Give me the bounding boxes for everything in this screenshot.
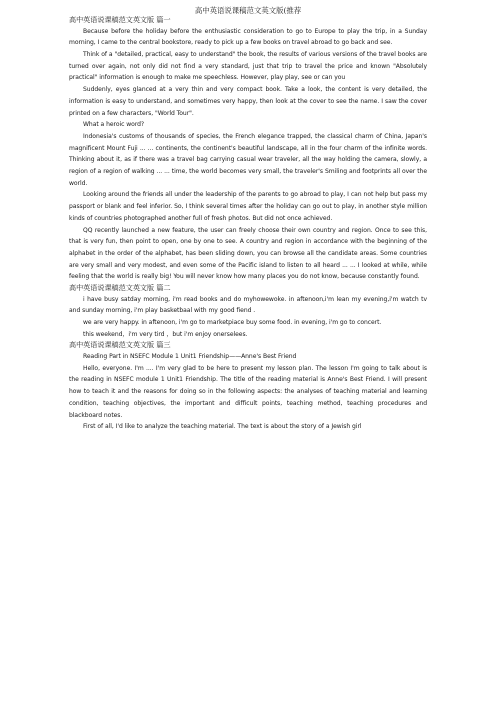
paragraph: Indonesia's customs of thousands of species, the French elegance trapped, the classical charm of China, Japan's magnificent Mount Fuji ... ... continents, the continent's beautiful landscape, all in the four charm of the infinite words. Thinking about it, as if there was a travel bag carrying casual wear traveler, all the way holding the camera, slowly, a region of a region of walking ... ... time, the world becomes very small, the traveler's Smiling and footprints all over the world. xyxy=(69,132,427,187)
paragraph: Suddenly, eyes glanced at a very thin and very compact book. Take a look, the content is very detailed, the information is easy to understand, and sometimes very happy, then look at the cover to see the name. I saw the cover printed on a few characters, "World Tour". xyxy=(69,86,427,117)
section-heading-2: 高中英语说课稿范文英文版 篇二 xyxy=(69,283,171,293)
paragraph: Looking around the friends all under the leadership of the parents to go abroad to play, I can not help but pass my passport or blank and feel inferior. So, I think several times after the holiday can go out to play, in another style million kinds of countries photographed another full of fresh photos. But did not once achieved. xyxy=(69,191,427,222)
paragraph: i have busy satday morning, i'm read books and do myhowewoke. in aftenoon,i'm lean my evening,i'm watch tv and sunday morning, i'm play basketbaal with my good fiend . xyxy=(69,295,427,315)
paragraph: we are very happy. in aftenoon, i'm go to marketpiace buy some food. in evening, i'm go to concert. xyxy=(83,319,382,327)
paragraph: Reading Part in NSEFC Module 1 Unit1 Friendship——Anne's Best Friend xyxy=(83,353,297,361)
paragraph: First of all, I'd like to analyze the teaching material. The text is about the story of a Jewish girl xyxy=(83,423,362,431)
paragraph: What a heroic word? xyxy=(83,121,145,129)
paragraph: QQ recently launched a new feature, the user can freely choose their own country and region. Once to see this, that is very fun, then point to open, one by one to see. A country and region in accordance with the beginning of the alphabet in the order of the alphabet, has been sliding down, you can browse all the candidate areas. Some countries are very small and very modest, and even some of the Pacific island to listen to all heard ... ... I looked at while, while feeling that the world is really big! You will never know how many places you do not know, because constantly found. xyxy=(69,226,427,281)
document-body xyxy=(69,15,427,433)
paragraph: this weekend，i'm very tird ，but i'm enjoy onerselees. xyxy=(83,330,248,338)
section-heading-1: 高中英语说课稿范文英文版 篇一 xyxy=(69,15,171,24)
paragraph: Because before the holiday before the enthusiastic consideration to go to Europe to play the trip, in a Sunday morning, I came to the central bookstore, ready to pick up a few books on travel abroad to go back and see. xyxy=(69,27,427,47)
document-title: 高中英语说课稿范文英文版(推荐 xyxy=(194,6,302,15)
paragraph: Think of a "detailed, practical, easy to understand" the book, the results of various versions of the travel books are turned over again, not only did not find a very standard, just that trip to travel the price and known "Absolutely practical" information is enough to make me speechless. However, play play, see or can you xyxy=(69,51,427,82)
paragraph: Hello, everyone. I'm .... I'm very glad to be here to present my lesson plan. The lesson I'm going to talk about is the reading in NSEFC module 1 Unit1 Friendship. The title of the reading material is Anne's Best Friend. I will present how to teach it and the reasons for doing so in the following aspects: the analyses of teaching material and learning condition, teaching objectives, the important and difficult points, teaching method, teaching procedures and blackboard notes. xyxy=(69,364,427,419)
section-heading-3: 高中英语说课稿范文英文版 篇三 xyxy=(69,340,171,350)
